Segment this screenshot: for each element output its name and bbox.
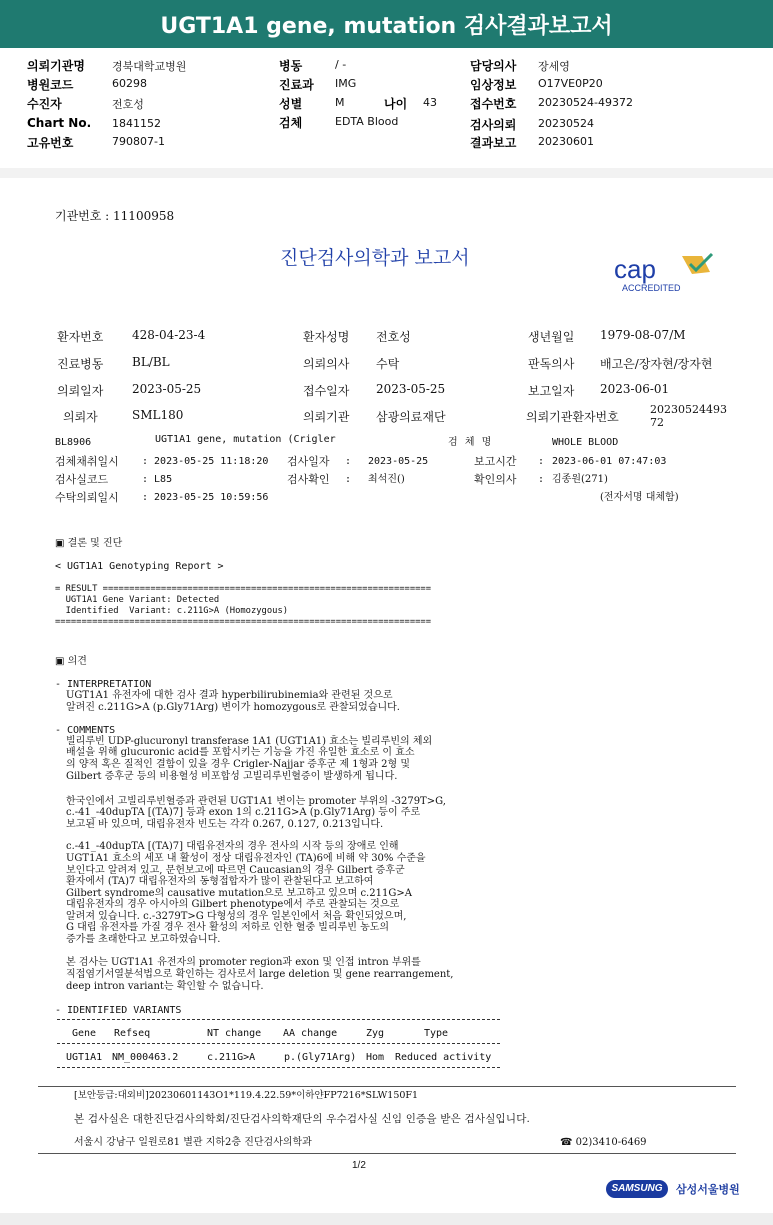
patient-field-label: 보고일자 bbox=[528, 384, 575, 398]
comments-line: Gilbert syndrome의 causative mutation으로 보고하고 있으며 c.211G>A bbox=[66, 888, 412, 899]
page-number: 1/2 bbox=[352, 1160, 366, 1171]
info-label: 확인의사 bbox=[474, 473, 517, 486]
patient-field-value: 전호성 bbox=[376, 330, 411, 344]
patient-field-value: 2023-05-25 bbox=[132, 382, 202, 396]
patient-field-value: 삼광의료재단 bbox=[376, 410, 446, 424]
variant-cell: NM_000463.2 bbox=[112, 1052, 179, 1063]
info-sep: : bbox=[538, 474, 545, 485]
header-value: 20230601 bbox=[538, 135, 594, 148]
header-value: 경북대학교병원 bbox=[112, 60, 187, 73]
patient-field-label: 의뢰기관 bbox=[303, 410, 350, 424]
info-value: 최석진() bbox=[368, 474, 405, 485]
info-label: 검사일자 bbox=[287, 455, 330, 468]
footer-address: 서울시 강남구 일원로81 별관 지하2층 진단검사의학과 bbox=[74, 1137, 312, 1148]
comments-line: c.-41_-40dupTA [(TA)7] 등과 exon 1의 c.211G>A (p.Gly71Arg) 등이 주로 bbox=[66, 807, 421, 818]
patient-field-label: 환자성명 bbox=[303, 330, 350, 344]
interpretation-line: 알려진 c.211G>A (p.Gly71Arg) 변이가 homozygous로 관찰되었습니다. bbox=[66, 702, 400, 713]
info-value: 2023-06-01 07:47:03 bbox=[552, 456, 667, 467]
variant-cell: UGT1A1 bbox=[66, 1052, 103, 1063]
comments-line: 환자에서 (TA)7 대립유전자의 동형접합자가 많이 관찰된다고 보고하여 bbox=[66, 876, 374, 887]
header-label: Chart No. bbox=[27, 116, 92, 130]
variants-col-header: AA change bbox=[283, 1028, 338, 1039]
variants-col-header: Refseq bbox=[114, 1028, 151, 1039]
variants-rule bbox=[57, 1067, 500, 1068]
footer-security: [보안등급:대외비]20230601143O1*119.4.22.59*이하얀FP7216*SLW150F1 bbox=[74, 1090, 419, 1101]
patient-field-value: 수탁 bbox=[376, 357, 400, 371]
info-value: : L85 bbox=[142, 474, 173, 485]
footer-phone: ☎ 02)3410-6469 bbox=[560, 1137, 647, 1148]
header-label: 의뢰기관명 bbox=[27, 59, 85, 73]
header-value: / - bbox=[335, 58, 347, 71]
variants-rule bbox=[57, 1043, 500, 1044]
header-value: IMG bbox=[335, 77, 357, 90]
page-title: UGT1A1 gene, mutation 검사결과보고서 bbox=[0, 0, 773, 48]
samsung-logo: SAMSUNG bbox=[606, 1180, 668, 1198]
info-label: 검사실코드 bbox=[55, 473, 109, 486]
variant-cell: c.211G>A bbox=[207, 1052, 256, 1063]
variant-cell: Hom bbox=[366, 1052, 385, 1063]
comments-line: Gilbert 증후군 등의 비용혈성 비포합성 고빌리루빈혈증이 발생하게 됩니다. bbox=[66, 771, 398, 782]
patient-field-label: 환자번호 bbox=[57, 330, 104, 344]
comments-line: UGT1A1 효소의 세포 내 활성이 정상 대립유전자인 (TA)6에 비해 약 30% 수준을 bbox=[66, 853, 426, 864]
comments-line: 빌리루빈 UDP-glucuronyl transferase 1A1 (UGT1A1) 효소는 빌리루빈의 체외 bbox=[66, 736, 433, 747]
header-value: 790807-1 bbox=[112, 135, 165, 148]
info-value: 2023-05-25 bbox=[368, 456, 429, 467]
patient-field-label: 판독의사 bbox=[528, 357, 575, 371]
test-name: UGT1A1 gene, mutation (Crigler bbox=[155, 434, 336, 445]
info-label: 보고시간 bbox=[474, 455, 517, 468]
variants-col-header: Type bbox=[424, 1028, 449, 1039]
header-label: 성별 bbox=[279, 97, 303, 111]
specimen-value: WHOLE BLOOD bbox=[552, 437, 619, 448]
header-value: 20230524 bbox=[538, 117, 594, 130]
patient-field-label: 생년월일 bbox=[528, 330, 575, 344]
footer-rule bbox=[38, 1086, 736, 1087]
interpretation-header: - INTERPRETATION bbox=[55, 679, 152, 690]
variants-col-header: Gene bbox=[72, 1028, 97, 1039]
age-label: 나이 bbox=[384, 97, 408, 111]
header-label: 진료과 bbox=[279, 78, 314, 92]
patient-field-value: 1979-08-07/M bbox=[600, 328, 686, 342]
cap-accredited-logo bbox=[610, 250, 730, 300]
comments-line: deep intron variant는 확인할 수 없습니다. bbox=[66, 981, 264, 992]
header-value: 60298 bbox=[112, 77, 147, 90]
comments-line: 알려져 있습니다. c.-3279T>G 다형성의 경우 일본인에서 처음 확인되었으며, bbox=[66, 911, 407, 922]
comments-line: 보고된 바 있으며, 대립유전자 빈도는 각각 0.267, 0.127, 0.213입니다. bbox=[66, 819, 384, 830]
institution-number: 기관번호 : 11100958 bbox=[55, 209, 175, 223]
comments-line: 한국인에서 고빌리루빈혈증과 관련된 UGT1A1 변이는 promoter 부위의 -3279T>G, bbox=[66, 796, 446, 807]
comments-line: 본 검사는 UGT1A1 유전자의 promoter region과 exon 및 인접 intron 부위를 bbox=[66, 957, 421, 968]
header-label: 고유번호 bbox=[27, 136, 74, 150]
age-value: 43 bbox=[423, 96, 437, 109]
info-sep: : bbox=[345, 474, 352, 485]
genotyping-report-title: < UGT1A1 Genotyping Report > bbox=[55, 561, 224, 572]
header-value: M bbox=[335, 96, 345, 109]
patient-field-value: 배고은/장자현/장자현 bbox=[600, 357, 713, 371]
comments-line: 배설을 위해 glucuronic acid를 포합시키는 기능을 가진 유일한 효소로 이 효소 bbox=[66, 747, 415, 758]
comments-header: - COMMENTS bbox=[55, 725, 116, 736]
header-value: O17VE0P20 bbox=[538, 77, 603, 90]
footer-rule bbox=[38, 1153, 736, 1154]
patient-field-value: 2023052449372 bbox=[650, 403, 727, 429]
cap-logo-text: cap bbox=[614, 254, 656, 284]
comments-line: 직접염기서열분석법으로 확인하는 검사로서 large deletion 및 gene rearrangement, bbox=[66, 969, 454, 980]
variants-col-header: NT change bbox=[207, 1028, 262, 1039]
comments-line: 의 양적 혹은 질적인 결함이 있을 경우 Crigler-Najjar 증후군 제 1형과 2형 및 bbox=[66, 759, 411, 770]
header-label: 수진자 bbox=[27, 97, 62, 111]
patient-field-label: 의뢰일자 bbox=[57, 384, 104, 398]
info-value: 김종원(271) bbox=[552, 474, 608, 485]
patient-field-label: 의뢰의사 bbox=[303, 357, 350, 371]
header-label: 병동 bbox=[279, 59, 303, 73]
comments-line: c.-41_-40dupTA [(TA)7] 대립유전자의 경우 전사의 시작 등의 장애로 인해 bbox=[66, 841, 399, 852]
header-label: 병원코드 bbox=[27, 78, 74, 92]
patient-field-value: 2023-05-25 bbox=[376, 382, 446, 396]
comments-line: 대립유전자의 경우 아시아의 Gilbert phenotype에서 주로 관찰되는 것으로 bbox=[66, 899, 400, 910]
interpretation-line: UGT1A1 유전자에 대한 검사 결과 hyperbilirubinemia와 관련된 것으로 bbox=[66, 690, 393, 701]
patient-field-value: SML180 bbox=[132, 408, 184, 422]
header-value: 20230524-49372 bbox=[538, 96, 633, 109]
header-label: 담당의사 bbox=[470, 59, 517, 73]
hospital-name: 삼성서울병원 bbox=[676, 1183, 740, 1196]
header-value: 전호성 bbox=[112, 98, 144, 111]
footer-certification: 본 검사실은 대한진단검사의학회/진단검사의학재단의 우수검사실 신임 인증을 받은 검사실입니다. bbox=[74, 1113, 531, 1125]
patient-field-label: 의뢰자 bbox=[63, 410, 98, 424]
patient-field-label: 의뢰기관환자번호 bbox=[526, 410, 619, 424]
variants-rule bbox=[57, 1019, 500, 1020]
result-block: = RESULT ============================================================== UGT1A1 Gene Variant: Detected Identified Variant: c.211G>A (Homozygous) ======================================================================= bbox=[55, 584, 432, 627]
specimen-label: 검 체 명 bbox=[448, 437, 492, 448]
comments-line: G 대립 유전자를 가질 경우 전사 활성의 저하로 인한 혈중 빌리루빈 농도의 bbox=[66, 922, 390, 933]
header-value: 1841152 bbox=[112, 117, 161, 130]
variant-cell: Reduced activity bbox=[395, 1052, 492, 1063]
patient-field-label: 접수일자 bbox=[303, 384, 350, 398]
header-info bbox=[0, 48, 773, 170]
comments-line: 보인다고 알려져 있고, 문헌보고에 따르면 Caucasian의 경우 Gilbert 증후군 bbox=[66, 865, 405, 876]
header-value: EDTA Blood bbox=[335, 115, 399, 128]
variants-col-header: Zyg bbox=[366, 1028, 385, 1039]
info-sep: : bbox=[538, 456, 545, 467]
bottom-gap bbox=[0, 1213, 773, 1225]
header-label: 접수번호 bbox=[470, 97, 517, 111]
info-label: 검체채취일시 bbox=[55, 455, 119, 468]
info-label: 수탁의뢰일시 bbox=[55, 491, 119, 504]
cap-accredited-text: ACCREDITED bbox=[622, 283, 681, 293]
info-value: : 2023-05-25 10:59:56 bbox=[142, 492, 269, 503]
variants-header: - IDENTIFIED VARIANTS bbox=[55, 1005, 182, 1016]
test-code: BL8906 bbox=[55, 437, 92, 448]
header-label: 검사의뢰 bbox=[470, 118, 517, 132]
e-signature-note: (전자서명 대체함) bbox=[600, 492, 679, 503]
report-title: 진단검사의학과 보고서 bbox=[280, 247, 470, 269]
patient-field-value: BL/BL bbox=[132, 355, 170, 369]
info-sep: : bbox=[345, 456, 352, 467]
patient-field-value: 428-04-23-4 bbox=[132, 328, 206, 342]
patient-field-label: 진료병동 bbox=[57, 357, 104, 371]
info-value: : 2023-05-25 11:18:20 bbox=[142, 456, 269, 467]
variant-cell: p.(Gly71Arg) bbox=[284, 1052, 357, 1063]
section-gap bbox=[0, 168, 773, 178]
section-conclusion-title: ▣ 결론 및 진단 bbox=[55, 538, 123, 549]
section-opinion-title: ▣ 의견 bbox=[55, 656, 87, 667]
header-value: 장세영 bbox=[538, 60, 570, 73]
header-label: 검체 bbox=[279, 116, 303, 130]
info-label: 검사확인 bbox=[287, 473, 330, 486]
comments-line: 증가를 초래한다고 보고하였습니다. bbox=[66, 934, 221, 945]
patient-field-value: 2023-06-01 bbox=[600, 382, 670, 396]
header-label: 결과보고 bbox=[470, 136, 517, 150]
header-label: 임상정보 bbox=[470, 78, 517, 92]
